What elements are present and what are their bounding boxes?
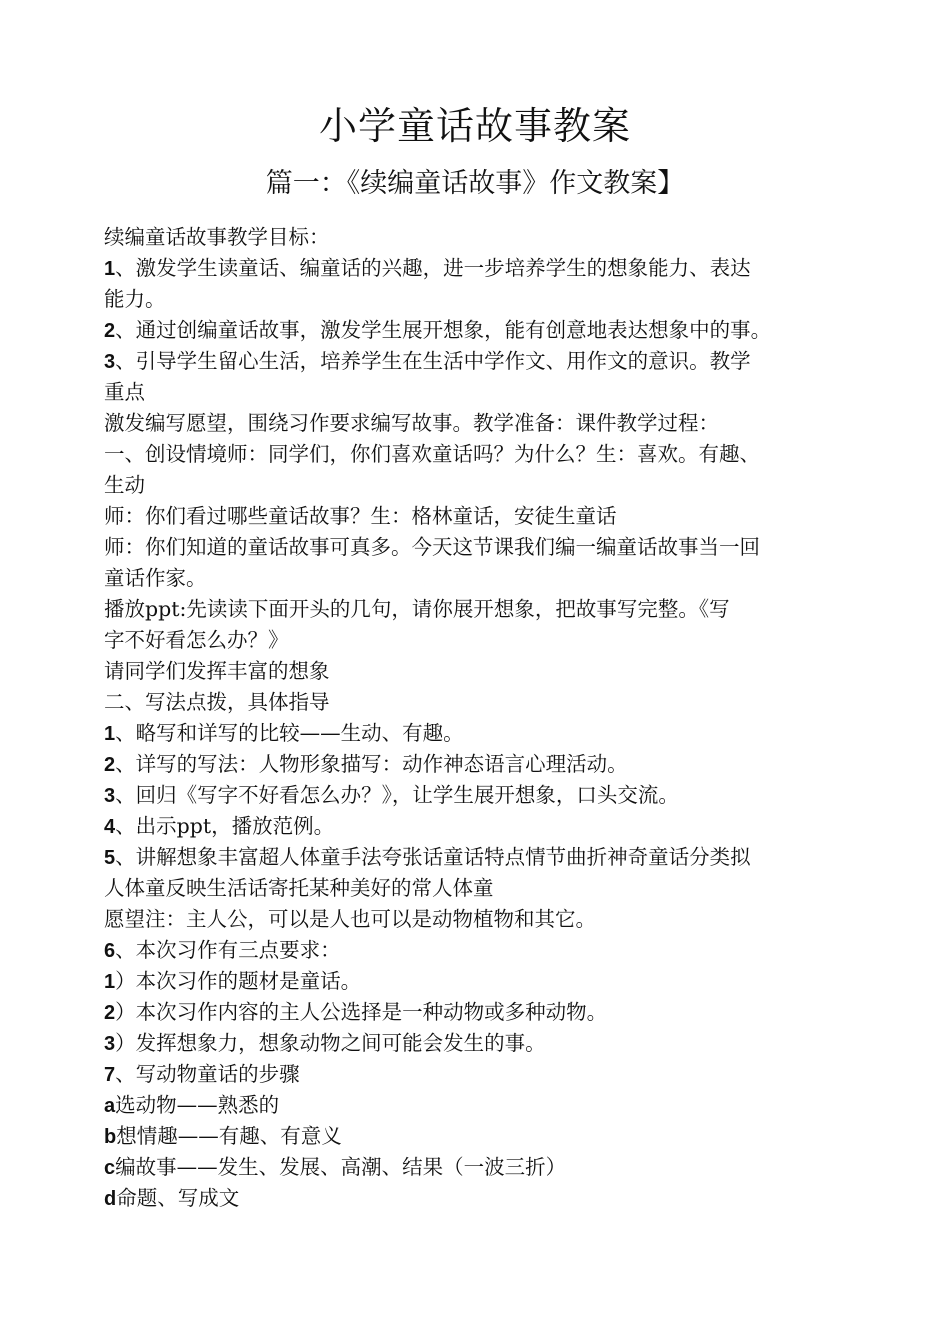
document-line	[104, 439, 864, 470]
document-line	[104, 966, 864, 997]
document-line	[104, 718, 864, 749]
line-text: 、激发学生读童话、编童话的兴趣，进一步培养学生的想象能力、表达	[115, 256, 751, 280]
line-text: 师：你们知道的童话故事可真多。今天这节课我们编一编童话故事当一回	[104, 535, 760, 559]
line-text: 人体童反映生活话寄托某种美好的常人体童	[104, 876, 494, 900]
document-line	[104, 904, 864, 935]
document-line	[104, 842, 864, 873]
line-text: 生动	[104, 473, 145, 497]
document-line	[104, 470, 864, 501]
line-number: 5	[104, 847, 116, 869]
line-text: 字不好看怎么办？》	[104, 628, 289, 652]
document-line	[104, 687, 864, 718]
line-number: 2	[104, 320, 116, 342]
line-text: 请同学们发挥丰富的想象	[104, 659, 330, 683]
line-text: 能力。	[104, 287, 166, 311]
line-text: 、引导学生留心生活，培养学生在生活中学作文、用作文的意识。教学	[115, 349, 751, 373]
line-text: 续编童话故事教学目标：	[104, 225, 330, 249]
line-text: ）本次习作内容的主人公选择是一种动物或多种动物。	[115, 1000, 608, 1024]
line-number: 7	[104, 1064, 116, 1086]
line-number: 1	[104, 971, 116, 993]
line-number: 2	[104, 1002, 116, 1024]
document-body	[104, 222, 864, 1214]
line-number: 3	[104, 1033, 116, 1055]
document-line	[104, 625, 864, 656]
line-text: 、讲解想象丰富超人体童手法夸张话童话特点情节曲折神奇童话分类拟	[115, 845, 751, 869]
document-line	[104, 222, 864, 253]
document-line	[104, 284, 864, 315]
document-line	[104, 563, 864, 594]
line-text: 、略写和详写的比较——生动、有趣。	[115, 721, 464, 745]
document-subtitle: 篇一：《续编童话故事》作文教案】	[265, 168, 685, 199]
line-text: 童话作家。	[104, 566, 207, 590]
line-text: 、详写的写法：人物形象描写：动作神态语言心理活动。	[115, 752, 628, 776]
document-line	[104, 532, 864, 563]
line-number: 1	[104, 258, 116, 280]
line-text: 编故事——发生、发展、高潮、结果（一波三折）	[115, 1155, 567, 1179]
document-line	[104, 253, 864, 284]
document-line	[104, 997, 864, 1028]
document-line	[104, 1183, 864, 1214]
line-text: 、本次习作有三点要求：	[115, 938, 341, 962]
line-number: c	[104, 1157, 116, 1179]
line-text: 播放ppt:先读读下面开头的几句，请你展开想象，把故事写完整。《写	[104, 597, 730, 621]
document-line	[104, 1152, 864, 1183]
line-text: 一、创设情境师：同学们，你们喜欢童话吗？为什么？生：喜欢。有趣、	[104, 442, 760, 466]
line-number: a	[104, 1095, 116, 1117]
line-text: 愿望注：主人公，可以是人也可以是动物植物和其它。	[104, 907, 596, 931]
line-text: 、出示ppt，播放范例。	[115, 814, 335, 838]
document-line	[104, 501, 864, 532]
line-text: 、写动物童话的步骤	[115, 1062, 300, 1086]
line-text: 二、写法点拨，具体指导	[104, 690, 330, 714]
line-text: 、回归《写字不好看怎么办？》，让学生展开想象，口头交流。	[115, 783, 679, 807]
document-line	[104, 780, 864, 811]
line-text: 重点	[104, 380, 145, 404]
line-text: 师：你们看过哪些童话故事？生：格林童话，安徒生童话	[104, 504, 617, 528]
document-line	[104, 594, 864, 625]
document-line	[104, 1028, 864, 1059]
line-text: 命题、写成文	[116, 1186, 240, 1210]
document-line	[104, 408, 864, 439]
line-text: 选动物——熟悉的	[115, 1093, 280, 1117]
document-line	[104, 315, 864, 346]
line-number: 6	[104, 940, 116, 962]
line-number: 3	[104, 785, 116, 807]
document-line	[104, 1059, 864, 1090]
document-line	[104, 935, 864, 966]
line-number: b	[104, 1126, 117, 1148]
document-line	[104, 346, 864, 377]
document-line	[104, 1121, 864, 1152]
document-line	[104, 656, 864, 687]
line-text: 激发编写愿望，围绕习作要求编写故事。教学准备：课件教学过程：	[104, 411, 719, 435]
line-number: 2	[104, 754, 116, 776]
line-number: 4	[104, 816, 116, 838]
line-number: 3	[104, 351, 116, 373]
document-line	[104, 873, 864, 904]
line-text: ）本次习作的题材是童话。	[115, 969, 362, 993]
document-line	[104, 1090, 864, 1121]
line-text: 、通过创编童话故事，激发学生展开想象，能有创意地表达想象中的事。	[115, 318, 772, 342]
line-number: d	[104, 1188, 117, 1210]
line-text: ）发挥想象力，想象动物之间可能会发生的事。	[115, 1031, 546, 1055]
document-title: 小学童话故事教案	[318, 104, 631, 148]
line-number: 1	[104, 723, 116, 745]
document-line	[104, 811, 864, 842]
document-line	[104, 749, 864, 780]
line-text: 想情趣——有趣、有意义	[116, 1124, 342, 1148]
document-line	[104, 377, 864, 408]
